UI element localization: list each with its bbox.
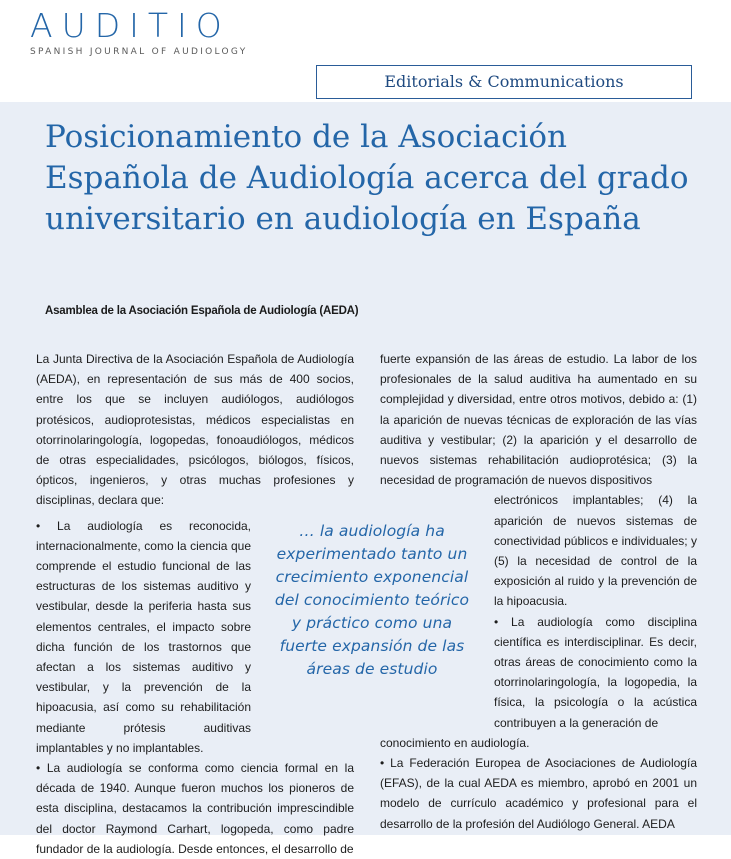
journal-logo <box>30 6 248 57</box>
pull-quote: … la audiología ha experimentado tanto un crecimiento exponencial del conocimiento teórico y práctico como una fuerte expansión de las áreas de estudio <box>274 522 470 678</box>
bullet-paragraph: • La Federación Europea de Asociaciones de Audiología (EFAS), de la cual AEDA es miembro, aprobó en 2001 un modelo de currículo académico y profesional para el desarrollo de la profesión del Audiólogo General. AEDA <box>380 756 697 831</box>
bullet-paragraph: • La audiología es reconocida, internacionalmente, como la ciencia que comprende el estudio funcional de las estructuras de los sistemas auditivo y vestibular, desde la periferia hasta sus elementos centrales, el impacto sobre dicha función de los trastornos que afectan a los sistemas auditivo y vestibular, y la prevención de la hipoacusia, así como su rehabilitación mediante prótesis auditivas implantables y no implantables. <box>36 518 251 755</box>
section-label: Editorials & Communications <box>316 65 692 99</box>
article-authors: Asamblea de la Asociación Española de Audiología (AEDA) <box>45 305 359 317</box>
bullet-paragraph: • La audiología se conforma como ciencia formal en la década de 1940. Aunque fueron muchos los pioneros de esta disciplina, destacamos la contribución imprescindible del doctor Raymond Carhart, logopeda, como padre fundador de la audiología. Desde entonces, el desarrollo de <box>36 761 354 856</box>
body-paragraph: fuerte expansión de las áreas de estudio. La labor de los profesionales de la salud auditiva ha aumentado en su complejidad y diversidad, entre otros motivos, debido a: (1) la aparición de nuevas técnicas de exploración de las vías auditiva y vestibular; (2) la aparición y el desarrollo de nuevos sistemas rehabilitación audioprotésica; (3) la necesidad de programación de nuevos dispositivos <box>380 352 697 488</box>
body-paragraph: conocimiento en audiología. <box>380 735 530 750</box>
body-paragraph: electrónicos implantables; (4) la aparición de nuevos sistemas de conectividad públicos e individuales; y (5) la necesidad de control de la exposición al ruido y la prevención de la hipoacusia. <box>494 493 697 609</box>
bullet-paragraph: • La audiología como disciplina científica es interdisciplinar. Es decir, otras áreas de conocimiento como la otorrinolaringología, la logopedia, la física, la psicología o la acústica contribuyen a la generación de <box>494 614 697 730</box>
intro-paragraph: La Junta Directiva de la Asociación Española de Audiología (AEDA), en representación de sus más de 400 socios, entre los que se incluyen audiólogos, audiólogos protésicos, audioprotesistas, médicos especialistas en otorrinolaringología, logopedas, fonoaudiólogos, médicos de otras especialidades, psicólogos, biólogos, físicos, ópticos, ingenieros, y otras muchas profesiones y disciplinas, declara que: <box>36 352 354 508</box>
logo-subtitle: SPANISH JOURNAL OF AUDIOLOGY <box>30 47 248 57</box>
logo-wordmark: AUDITIO <box>30 6 231 45</box>
article-title: Posicionamiento de la Asociación Española de Audiología acerca del grado universitario en audiología en España <box>45 119 689 237</box>
